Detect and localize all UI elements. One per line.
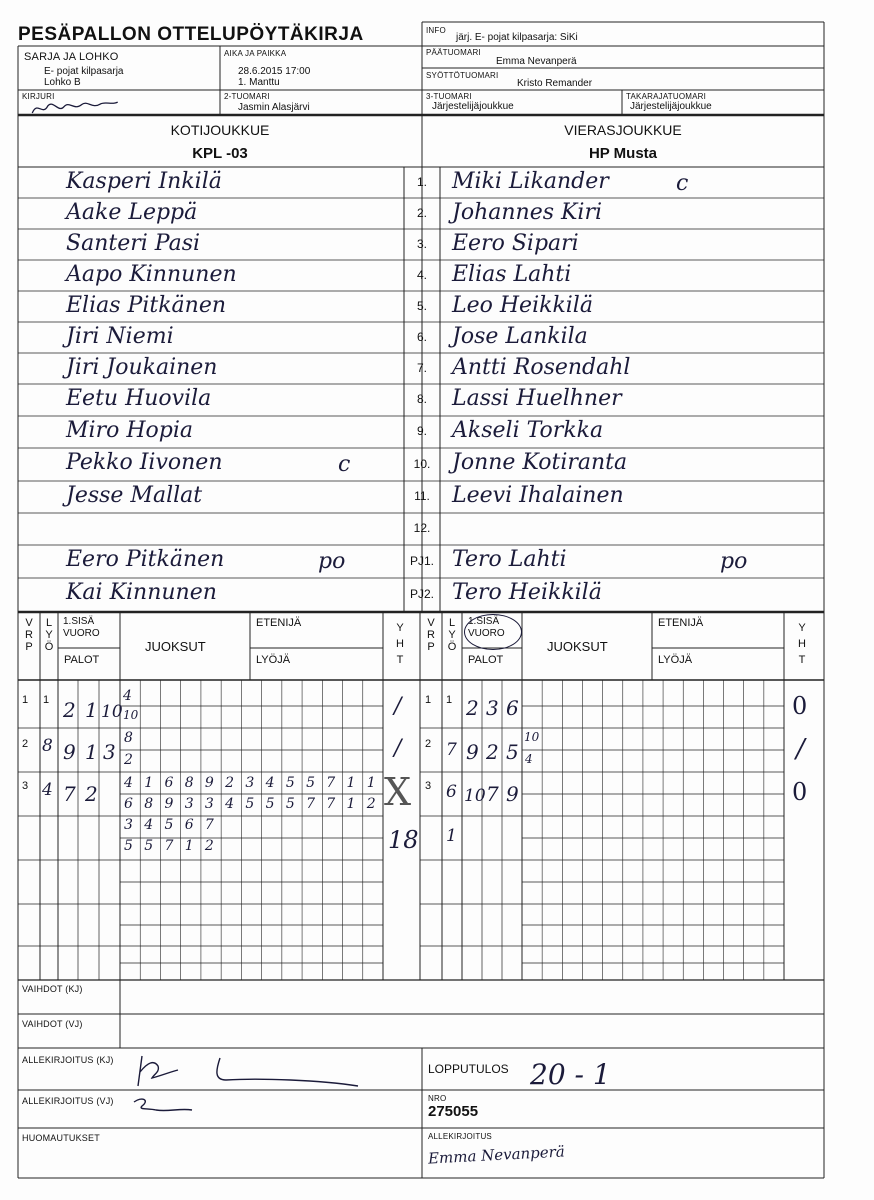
home-run-digit: 8	[144, 796, 154, 812]
away-palot-2b: 2	[486, 740, 499, 764]
vaihdot-kj-label: VAIHDOT (KJ)	[22, 984, 83, 994]
roster-number: 5.	[416, 298, 427, 313]
home-yht-total: 18	[388, 826, 419, 854]
away-player-name: Jose Lankila	[452, 324, 588, 349]
away-player-name: Tero Heikkilä	[452, 580, 602, 605]
allekirjoitus-value: Emma Nevanperä	[427, 1142, 566, 1168]
home-run-digit: 5	[144, 838, 154, 854]
lyo-o: Ö	[447, 641, 457, 653]
away-palot-3a: 10	[464, 786, 486, 806]
huomautukset-label: HUOMAUTUKSET	[22, 1133, 100, 1143]
yht-y: Y	[798, 622, 806, 634]
vrp-p: P	[25, 641, 33, 653]
home-run-digit: 3	[184, 796, 194, 812]
home-palot-1c: 10	[101, 702, 123, 722]
yht-h: H	[798, 638, 806, 650]
home-player-name: Jiri Joukainen	[66, 355, 218, 380]
home-vrp-3: 3	[22, 780, 29, 792]
roster-number: PJ1.	[409, 553, 434, 568]
home-player-name: Elias Pitkänen	[66, 293, 227, 318]
home-run-digit: 5	[124, 838, 133, 854]
kolmostuomari-value: Järjestelijäjoukkue	[432, 101, 514, 112]
allekirjoitus-kj-label: ALLEKIRJOITUS (KJ)	[22, 1055, 114, 1065]
home-juoksut-header: JUOKSUT	[145, 639, 206, 654]
roster-number: 6.	[416, 329, 427, 344]
home-player-name: Eero Pitkänen	[66, 547, 225, 572]
roster-number: 2.	[416, 205, 427, 220]
home-player-name: Jesse Mallat	[66, 483, 203, 508]
home-yht-header	[390, 620, 410, 668]
away-player-name: Johannes Kiri	[452, 200, 603, 225]
away-player-name: Lassi Huelhner	[452, 386, 622, 411]
home-etenija-header: ETENIJÄ	[256, 617, 302, 629]
away-palot-header: PALOT	[468, 654, 504, 666]
home-palot-header: PALOT	[64, 654, 100, 666]
allekirjoitus-label: ALLEKIRJOITUS	[428, 1132, 492, 1141]
home-yht-1: /	[394, 694, 402, 719]
sisa-line1: 1.SISÄ	[63, 616, 95, 627]
roster-number: 7.	[416, 360, 427, 375]
kolmostuomari-label: 3-TUOMARI	[426, 92, 472, 101]
sisa-line2: VUORO	[468, 628, 505, 639]
away-player-name: Leo Heikkilä	[452, 293, 593, 318]
home-player-name: Aapo Kinnunen	[66, 262, 237, 287]
away-palot-1c: 6	[506, 696, 519, 720]
away-yht-2: /	[796, 734, 805, 764]
aika-label: AIKA JA PAIKKA	[224, 49, 287, 58]
form-title: PESÄPALLON OTTELUPÖYTÄKIRJA	[18, 24, 364, 45]
yht-h: H	[396, 638, 404, 650]
away-player-name: Leevi Ihalainen	[452, 483, 624, 508]
away-run-2b: 4	[525, 752, 533, 766]
home-palot-3a: 7	[63, 782, 76, 806]
home-palot-3b: 2	[85, 782, 98, 806]
home-palot-1a: 2	[63, 698, 76, 722]
sisa-line1: 1.SISÄ	[468, 616, 500, 627]
away-run-2a: 10	[524, 730, 540, 744]
sarja-value-1: E- pojat kilpasarja	[44, 66, 124, 77]
home-lyoja-header: LYÖJÄ	[256, 654, 291, 666]
home-run-digit: 1	[366, 775, 376, 791]
home-run-digit: 6	[124, 796, 133, 812]
home-lyo-header	[40, 617, 58, 653]
away-lyo-header	[442, 617, 462, 653]
away-player-mark: po	[720, 549, 748, 574]
vaihdot-vj-label: VAIHDOT (VJ)	[22, 1019, 83, 1029]
syottotuomari-label: SYÖTTÖTUOMARI	[426, 71, 499, 80]
away-palot-1a: 2	[466, 696, 479, 720]
kirjuri-label: KIRJURI	[22, 92, 55, 101]
home-run-digit: 7	[326, 775, 336, 791]
vrp-v: V	[427, 617, 435, 629]
home-player-mark: po	[318, 549, 346, 574]
away-lyo-3: 6	[446, 782, 457, 802]
home-run-digit: 7	[204, 817, 214, 833]
home-sisavuoro-header	[63, 616, 100, 640]
allekirjoitus-vj-label: ALLEKIRJOITUS (VJ)	[22, 1096, 114, 1106]
roster-number: 9.	[416, 424, 427, 438]
aika-value-1: 28.6.2015 17:00	[238, 66, 311, 77]
home-palot-1b: 1	[85, 698, 98, 722]
home-run-digit: 6	[164, 775, 174, 791]
info-label: INFO	[426, 26, 446, 35]
home-palot-2c: 3	[103, 740, 116, 764]
away-player-name: Eero Sipari	[452, 231, 579, 256]
away-player-name: Miki Likander	[452, 169, 609, 194]
home-run-digit: 3	[204, 796, 214, 812]
roster-number: PJ2.	[409, 587, 434, 601]
away-player-name: Tero Lahti	[452, 547, 567, 572]
away-team-name: HP Musta	[588, 145, 658, 162]
home-player-name: Kasperi Inkilä	[66, 169, 222, 194]
home-player-name: Eetu Huovila	[66, 386, 212, 411]
home-run-digit: 5	[164, 817, 174, 833]
home-player-name: Santeri Pasi	[66, 231, 201, 256]
away-player-mark: c	[676, 171, 689, 196]
away-player-name: Jonne Kotiranta	[452, 450, 628, 475]
away-sisavuoro-circle	[464, 614, 522, 650]
away-vrp-header	[420, 617, 442, 653]
roster-number: 4.	[416, 267, 427, 282]
home-lyo-2: 8	[42, 736, 53, 756]
home-player-name: Kai Kinnunen	[66, 580, 217, 605]
nro-value: 275055	[428, 1103, 479, 1120]
away-lyo-1: 1	[446, 694, 453, 706]
home-run-digit: 3	[124, 817, 133, 833]
home-run-digit: 4	[124, 775, 133, 791]
lyo-y: Y	[448, 629, 456, 641]
home-run-digit: 7	[326, 796, 336, 812]
sarja-label: SARJA JA LOHKO	[24, 51, 119, 63]
home-player-name: Miro Hopia	[66, 418, 193, 443]
home-run-digit: 1	[144, 775, 154, 791]
home-run-digit: 5	[306, 775, 315, 791]
takaraja-label: TAKARAJATUOMARI	[626, 92, 707, 101]
home-run-digit: 2	[204, 838, 214, 854]
vrp-r: R	[25, 629, 33, 641]
home-run-digit: 3	[245, 775, 255, 791]
roster-number: 3.	[416, 236, 427, 251]
roster-number: 8.	[416, 392, 427, 406]
home-lyo-1: 1	[43, 694, 50, 706]
home-run-digit: 7	[164, 838, 174, 854]
away-vrp-1: 1	[425, 694, 432, 706]
away-palot-3c: 9	[506, 782, 519, 806]
home-run-digit: 9	[164, 796, 174, 812]
yht-t: T	[396, 654, 404, 666]
home-team-name: KPL -03	[192, 145, 248, 162]
home-palot-2b: 1	[85, 740, 98, 764]
away-lyo-4: 1	[446, 826, 457, 846]
sisa-line2: VUORO	[63, 628, 100, 639]
home-player-name: Pekko Iivonen	[66, 450, 223, 475]
kakkostuomari-value: Jasmin Alasjärvi	[238, 102, 310, 113]
paatuomari-label: PÄÄTUOMARI	[426, 48, 481, 57]
yht-t: T	[798, 654, 806, 666]
home-run-digit: 1	[346, 775, 356, 791]
roster-number: 12.	[413, 521, 431, 535]
nro-label: NRO	[428, 1094, 447, 1103]
roster-number: 10.	[413, 456, 431, 471]
vrp-r: R	[427, 629, 435, 641]
home-player-name: Aake Leppä	[66, 200, 198, 225]
away-palot-3b: 7	[486, 782, 499, 806]
home-lyo-3: 4	[42, 780, 53, 800]
home-vrp-1: 1	[22, 694, 29, 706]
lopputulos-label: LOPPUTULOS	[428, 1062, 509, 1076]
vj-signature-stroke	[134, 1099, 192, 1111]
lyo-l: L	[45, 617, 53, 629]
home-run-digit: 5	[285, 775, 295, 791]
home-yht-2: /	[394, 736, 402, 761]
home-run-digit: 4	[225, 796, 235, 812]
info-value: järj. E- pojat kilpasarja: SiKi	[456, 32, 578, 43]
aika-value-2: 1. Manttu	[238, 77, 280, 88]
paatuomari-value: Emma Nevanperä	[496, 56, 577, 67]
kj-signature-stroke	[138, 1056, 358, 1086]
home-run-digit: 2	[366, 796, 376, 812]
away-palot-2a: 9	[466, 740, 479, 764]
home-run-digit: 5	[265, 796, 275, 812]
home-run-digit: 4	[144, 817, 154, 833]
sarja-value-2: Lohko B	[44, 77, 81, 88]
lyo-y: Y	[45, 629, 53, 641]
away-lyoja-header: LYÖJÄ	[658, 654, 693, 666]
away-etenija-header: ETENIJÄ	[658, 617, 704, 629]
roster-number: 1.	[416, 174, 427, 189]
away-yht-1: 0	[792, 692, 808, 720]
away-palot-2c: 5	[506, 740, 519, 764]
away-player-name: Antti Rosendahl	[452, 355, 631, 380]
syottotuomari-value: Kristo Remander	[517, 78, 593, 89]
home-team-label: KOTIJOUKKUE	[170, 122, 270, 138]
home-run-digit: 1	[184, 838, 194, 854]
allekirjoitus-vj-signature	[128, 1094, 198, 1118]
away-lyo-2: 7	[446, 740, 457, 760]
vrp-p: P	[427, 641, 435, 653]
takaraja-value: Järjestelijäjoukkue	[630, 101, 712, 112]
home-run-digit: 5	[285, 796, 295, 812]
lyo-o: Ö	[44, 641, 54, 653]
home-vrp-header	[18, 617, 40, 653]
home-run-digit: 6	[184, 817, 194, 833]
home-vrp-2: 2	[22, 738, 29, 750]
home-run-digit: 9	[204, 775, 214, 791]
kakkostuomari-label: 2-TUOMARI	[224, 92, 270, 101]
away-team-label: VIERASJOUKKUE	[564, 122, 682, 138]
home-palot-2a: 9	[63, 740, 76, 764]
home-run-1a: 4	[123, 688, 132, 704]
home-run-digit: 8	[184, 775, 194, 791]
home-run-digit: 1	[346, 796, 356, 812]
home-run-digit: 5	[245, 796, 255, 812]
away-vrp-3: 3	[425, 780, 432, 792]
home-run-2a: 8	[124, 730, 133, 746]
home-run-digit: 2	[225, 775, 235, 791]
away-palot-1b: 3	[486, 696, 499, 720]
away-vrp-2: 2	[425, 738, 432, 750]
away-player-name: Elias Lahti	[452, 262, 572, 287]
away-yht-header	[792, 620, 812, 668]
home-player-name: Jiri Niemi	[66, 324, 174, 349]
away-juoksut-header: JUOKSUT	[547, 639, 608, 654]
roster-number: 11.	[414, 489, 430, 503]
allekirjoitus-kj-signature	[130, 1050, 360, 1090]
lyo-l: L	[448, 617, 456, 629]
vrp-v: V	[25, 617, 33, 629]
home-run-2b: 2	[124, 752, 133, 768]
lopputulos-value: 20 - 1	[530, 1058, 611, 1091]
yht-y: Y	[396, 622, 404, 634]
home-run-1b: 10	[123, 708, 139, 722]
away-player-name: Akseli Torkka	[452, 418, 604, 443]
home-yht-3-cross: X	[384, 770, 412, 814]
home-run-digit: 4	[265, 775, 275, 791]
home-player-mark: c	[338, 452, 351, 477]
away-yht-3: 0	[792, 778, 808, 806]
home-run-digit: 7	[306, 796, 315, 812]
